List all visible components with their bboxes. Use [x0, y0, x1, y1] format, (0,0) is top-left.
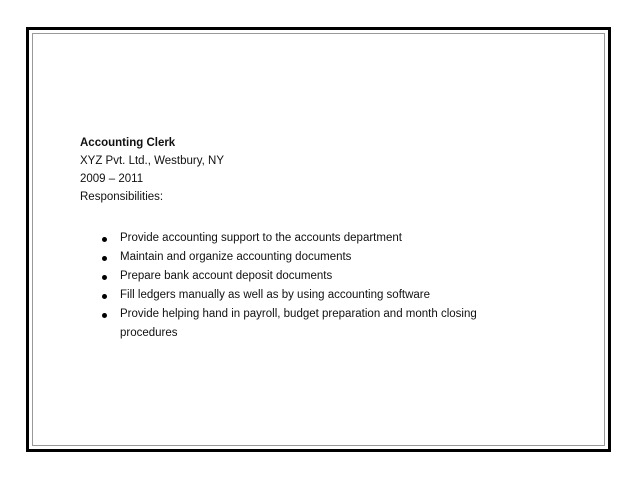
list-item-text: Fill ledgers manually as well as by using accounting software: [120, 289, 431, 301]
list-item: [98, 267, 520, 286]
company: XYZ Pvt. Ltd., Westbury, NY: [80, 155, 225, 167]
list-item-text: Maintain and organize accounting documents: [120, 251, 352, 263]
bullet-icon: [102, 294, 107, 299]
list-item: [98, 248, 520, 267]
responsibilities-list: [98, 229, 520, 343]
list-item-text: Provide accounting support to the accounts department: [120, 232, 402, 244]
job-title: Accounting Clerk: [80, 137, 176, 149]
bullet-icon: [102, 313, 107, 318]
bullet-icon: [102, 237, 107, 242]
bullet-icon: [102, 275, 107, 280]
responsibilities-label: Responsibilities:: [80, 191, 164, 203]
list-item: [98, 305, 520, 343]
list-item-text: Provide helping hand in payroll, budget preparation and month closing procedures: [120, 308, 477, 339]
dates: 2009 – 2011: [80, 173, 144, 185]
list-item: [98, 286, 520, 305]
bullet-icon: [102, 256, 107, 261]
list-item: [98, 229, 520, 248]
list-item-text: Prepare bank account deposit documents: [120, 270, 333, 282]
